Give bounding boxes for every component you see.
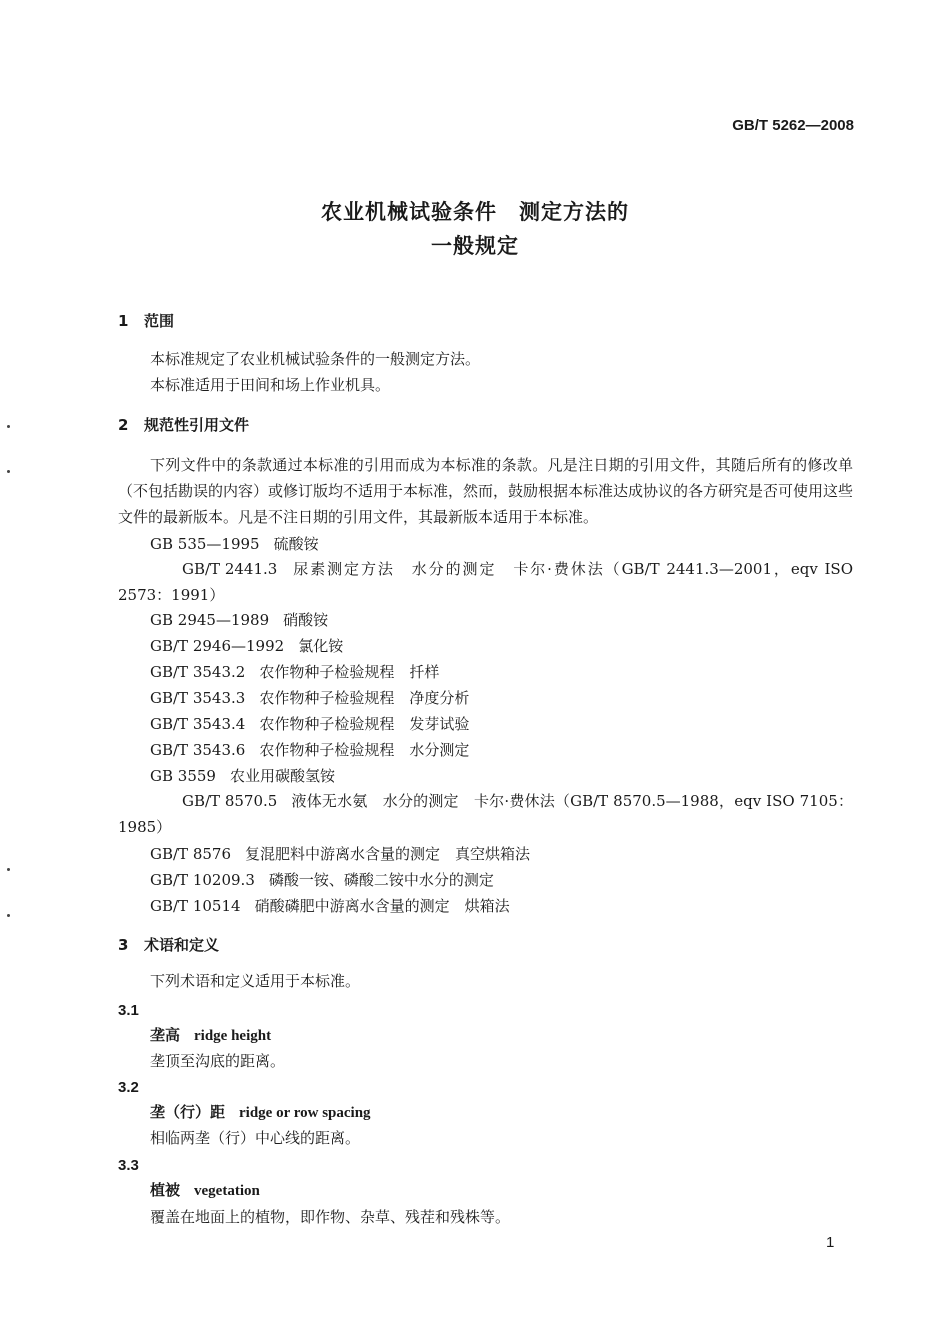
section-2-intro: 下列文件中的条款通过本标准的引用而成为本标准的条款。凡是注日期的引用文件，其随后所有的修改单（不包括勘误的内容）或修订版均不适用于本标准，然而，鼓励根据本标准达成协议的各方研究是否可使用这些文件的最新版本。凡是不注日期的引用文件，其最新版本适用于本标准。 xyxy=(118,456,854,526)
term-heading xyxy=(150,1183,260,1199)
term-definition: 覆盖在地面上的植物，即作物、杂草、残茬和残株等。 xyxy=(150,1208,511,1226)
reference-code: GB/T 3543.4 xyxy=(150,715,246,733)
reference-title: 硝酸磷肥中游离水含量的测定 烘箱法 xyxy=(254,897,510,915)
reference-title: 液体无水氨 水分的测定 卡尔·费休法（GB/T 8570.5—1988，eqv ISO 7105：1985） xyxy=(118,792,853,836)
reference-code: GB/T 10209.3 xyxy=(150,871,255,889)
reference-item xyxy=(150,537,319,552)
term-clause-number: 3.1 xyxy=(118,1002,139,1019)
term-clause-number: 3.2 xyxy=(118,1079,139,1096)
term-heading xyxy=(150,1028,271,1044)
term-definition: 垄顶至沟底的距离。 xyxy=(150,1052,286,1070)
section-1-number: 1 xyxy=(118,312,129,330)
term-zh: 垄（行）距 xyxy=(150,1103,226,1121)
term-clause-number: 3.3 xyxy=(118,1157,139,1174)
reference-code: GB/T 2946—1992 xyxy=(150,637,285,655)
section-3-intro: 下列术语和定义适用于本标准。 xyxy=(150,972,361,990)
reference-item xyxy=(150,613,328,628)
reference-code: GB 535—1995 xyxy=(150,535,260,553)
reference-item xyxy=(150,639,343,654)
scan-speck xyxy=(7,914,10,917)
reference-code: GB/T 3543.2 xyxy=(150,663,246,681)
reference-item xyxy=(150,665,439,680)
scan-speck xyxy=(7,470,10,473)
term-en: ridge or row spacing xyxy=(239,1105,371,1121)
reference-title: 农作物种子检验规程 扦样 xyxy=(259,663,440,681)
reference-title: 氯化铵 xyxy=(298,637,344,655)
section-2-heading xyxy=(118,418,249,433)
section-1-paragraph: 本标准适用于田间和场上作业机具。 xyxy=(150,376,391,394)
term-heading xyxy=(150,1105,371,1121)
reference-title: 复混肥料中游离水含量的测定 真空烘箱法 xyxy=(245,845,531,863)
reference-title: 农业用碳酸氢铵 xyxy=(229,767,335,785)
scan-speck xyxy=(7,868,10,871)
reference-item xyxy=(150,769,335,784)
reference-item xyxy=(150,899,510,914)
section-3-title: 术语和定义 xyxy=(144,936,220,954)
page-number: 1 xyxy=(826,1234,835,1251)
scan-speck xyxy=(7,425,10,428)
term-definition: 相临两垄（行）中心线的距离。 xyxy=(150,1129,361,1147)
term-en: ridge height xyxy=(194,1028,272,1044)
reference-code: GB/T 8576 xyxy=(150,845,232,863)
term-zh: 植被 xyxy=(150,1181,181,1199)
reference-item xyxy=(150,743,469,758)
reference-title: 农作物种子检验规程 水分测定 xyxy=(259,741,470,759)
title-line-2: 一般规定 xyxy=(431,234,519,258)
standard-code: GB/T 5262—2008 xyxy=(732,117,854,134)
section-3-number: 3 xyxy=(118,936,129,954)
reference-code: GB/T 8570.5 xyxy=(182,792,278,810)
term-zh: 垄高 xyxy=(150,1026,181,1044)
section-1-title: 范围 xyxy=(144,312,175,330)
reference-code: GB 2945—1989 xyxy=(150,611,270,629)
reference-code: GB 3559 xyxy=(150,767,216,785)
section-3-heading xyxy=(118,938,219,953)
reference-item xyxy=(150,847,530,862)
reference-item xyxy=(150,717,469,732)
reference-title: 硫酸铵 xyxy=(273,535,319,553)
section-1-heading xyxy=(118,314,174,329)
reference-title: 硝酸铵 xyxy=(283,611,329,629)
reference-title: 磷酸一铵、磷酸二铵中水分的测定 xyxy=(268,871,494,889)
reference-code: GB/T 10514 xyxy=(150,897,241,915)
section-1-paragraph: 本标准规定了农业机械试验条件的一般测定方法。 xyxy=(150,350,481,368)
title-line-1: 农业机械试验条件 测定方法的 xyxy=(321,200,629,224)
reference-item xyxy=(118,556,853,608)
reference-title: 农作物种子检验规程 净度分析 xyxy=(259,689,470,707)
reference-code: GB/T 2441.3 xyxy=(182,560,278,578)
reference-item xyxy=(150,873,494,888)
term-en: vegetation xyxy=(194,1183,260,1199)
reference-title: 农作物种子检验规程 发芽试验 xyxy=(259,715,470,733)
reference-item xyxy=(150,691,469,706)
reference-item xyxy=(118,788,853,840)
reference-code: GB/T 3543.6 xyxy=(150,741,246,759)
reference-code: GB/T 3543.3 xyxy=(150,689,246,707)
section-2-title: 规范性引用文件 xyxy=(144,416,250,434)
section-2-number: 2 xyxy=(118,416,129,434)
reference-title: 尿素测定方法 水分的测定 卡尔·费休法（GB/T 2441.3—2001，eqv ISO 2573：1991） xyxy=(118,560,853,604)
